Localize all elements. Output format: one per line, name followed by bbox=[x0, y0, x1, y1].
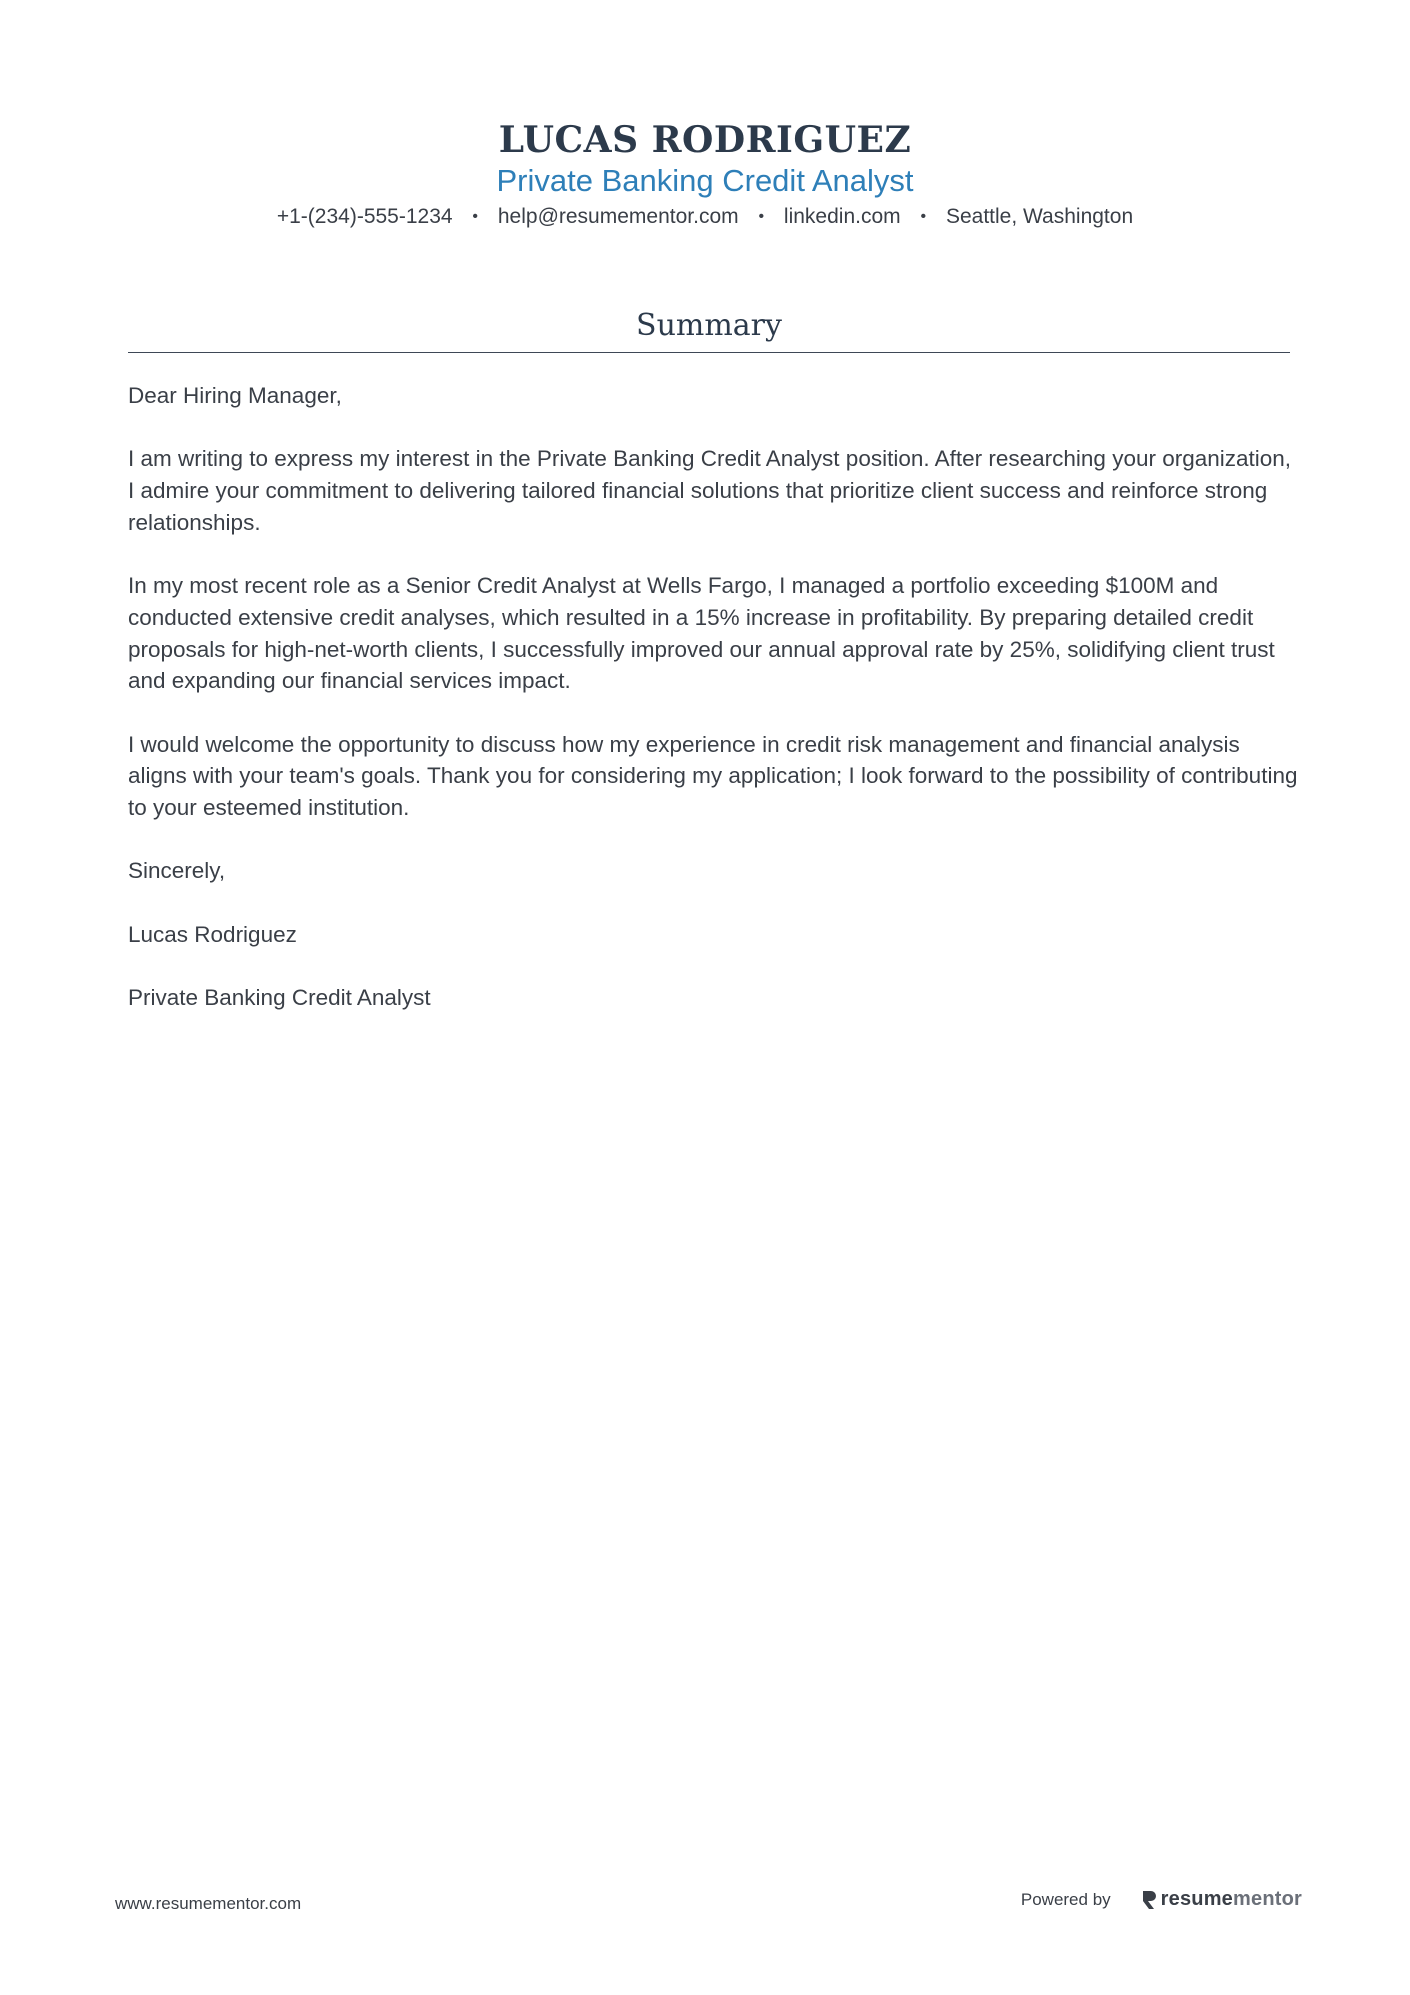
footer-website[interactable]: www.resumementor.com bbox=[115, 1894, 302, 1913]
footer-branding bbox=[1021, 1888, 1302, 1911]
contact-linkedin[interactable]: linkedin.com bbox=[783, 205, 901, 228]
brand-name-strong: resume bbox=[1160, 1888, 1234, 1910]
paragraph-closing: I would welcome the opportunity to discuss how my experience in credit risk management and financial analysis aligns with your team's goals. Thank you for considering my application; I look forward to the possibility of contributing to your esteemed institution. bbox=[128, 731, 1298, 821]
section-title: Summary bbox=[636, 308, 782, 343]
paragraph-experience: In my most recent role as a Senior Credit Analyst at Wells Fargo, I managed a portfolio exceeding $100M and conducted extensive credit analyses, which resulted in a 15% increase in profitability. By preparing detailed credit proposals for high-net-worth clients, I successfully improved our annual approval rate by 25%, solidifying client trust and expanding our financial services impact. bbox=[128, 573, 1275, 694]
paragraph-intro: I am writing to express my interest in the Private Banking Credit Analyst position. After researching your organization, I admire your commitment to delivering tailored financial solutions that prioritize client success and reinforce strong relationships. bbox=[128, 446, 1292, 535]
letter-body bbox=[128, 380, 1298, 1046]
candidate-role: Private Banking Credit Analyst bbox=[496, 163, 914, 198]
contact-line bbox=[0, 202, 1410, 234]
brand-name-light: mentor bbox=[1233, 1888, 1302, 1910]
powered-by-label: Powered by bbox=[1020, 1889, 1111, 1909]
signature-name: Lucas Rodriguez bbox=[128, 921, 297, 947]
contact-email[interactable]: help@resumementor.com bbox=[497, 205, 739, 228]
contact-location: Seattle, Washington bbox=[945, 205, 1134, 228]
separator-dot: • bbox=[472, 208, 479, 225]
separator-dot: • bbox=[758, 208, 765, 225]
contact-phone: +1-(234)-555-1234 bbox=[276, 205, 453, 228]
section-divider bbox=[128, 352, 1290, 353]
closing: Sincerely, bbox=[128, 858, 226, 884]
resumementor-logo-icon bbox=[1141, 1889, 1157, 1911]
candidate-name: LUCAS RODRIGUEZ bbox=[498, 119, 912, 161]
signature-title: Private Banking Credit Analyst bbox=[128, 985, 431, 1011]
brand-logo[interactable] bbox=[1141, 1888, 1302, 1911]
separator-dot: • bbox=[920, 208, 927, 225]
header bbox=[0, 118, 1410, 234]
salutation: Dear Hiring Manager, bbox=[128, 383, 342, 408]
